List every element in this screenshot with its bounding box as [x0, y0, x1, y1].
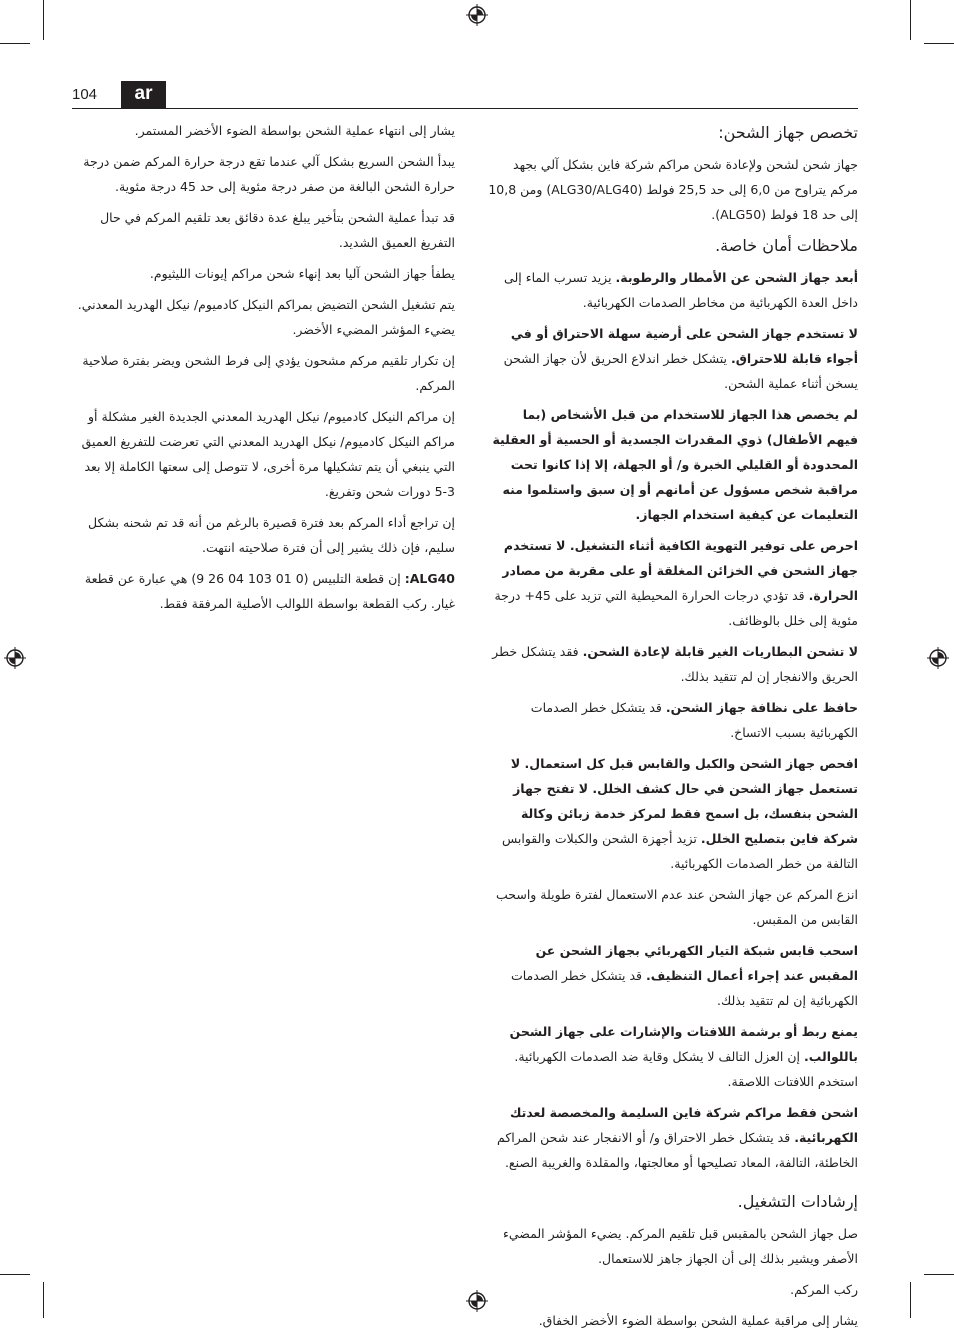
- safety-note-text: قد يتشكل خطر الصدمات الكهربائية بسبب الاتساخ.: [530, 700, 858, 740]
- safety-note-bold: احرص على توفير التهوية الكافية أثناء التشغيل. لا تستخدم جهاز الشحن في الخزائن المغلقة أو على مقربة من مصادر الحرارة.: [502, 538, 858, 603]
- instruction-paragraph: يتم تشغيل الشحن التضيض بمراكم النيكل كادميوم/ نيكل الهدريد المعدني. يضيء المؤشر المضيء الأخضر.: [77, 297, 455, 337]
- registration-mark-icon: [927, 647, 949, 669]
- safety-note-bold: افحص جهاز الشحن والكبل والقابس قبل كل استعمال. لا تستعمل جهاز الشحن في حال كشف الخلل. لا تفتح جهاز الشحن بنفسك، بل اسمح فقط لمركز خدمة زبائن وكالة شركة فاين بتصليح الخلل.: [510, 756, 858, 846]
- instruction-paragraph: إن تراجع أداء المركم بعد فترة قصيرة بالرغم من أنه قد تم شحنه بشكل سليم، فإن ذلك يشير إلى أن فترة صلاحيته انتهت.: [88, 515, 455, 555]
- safety-note-text: تزيد أجهزة الشحن والكبلات والقوابس التالفة من خطر الصدمات الكهربائية.: [501, 831, 858, 871]
- crop-mark: [924, 43, 954, 44]
- safety-note: [488, 533, 858, 633]
- safety-note-bold: لا تشحن البطاريات الغير قابلة لإعادة الشحن.: [582, 644, 858, 659]
- safety-note-text: يزيد تسرب الماء إلى داخل العدة الكهربائية من مخاطر الصدمات الكهربائية.: [504, 270, 858, 310]
- safety-note-text: قد تؤدي درجات الحرارة المحيطية التي تزيد على 45+ درجة مئوية إلى خلل بالوظائف.: [494, 588, 858, 628]
- crop-mark: [0, 43, 30, 44]
- safety-note-text: انزع المركم عن جهاز الشحن عند عدم الاستعمال لفترة طويلة واسحب القابس من المقبس.: [496, 887, 858, 927]
- crop-mark: [43, 1282, 44, 1318]
- purpose-paragraph: جهاز شحن لشحن ولإعادة شحن مراكم شركة فاين بشكل آلي بجهد مركم يتراوح من 6,0 إلى حد 25,5 فولط (ALG30/ALG40) ومن 10,8 إلى حد 18 فولط (ALG50).: [488, 157, 858, 222]
- safety-note-text: إن العزل التالف لا يشكل وقاية ضد الصدمات الكهربائية. استخدم اللافتات اللاصقة.: [514, 1049, 858, 1089]
- safety-note-bold: أبعد جهاز الشحن عن الأمطار والرطوبة.: [615, 270, 858, 285]
- instruction-paragraph: يطفأ جهاز الشحن آليا بعد إنهاء شحن مراكم إيونات الليثيوم.: [149, 266, 455, 281]
- safety-note-bold: لا تستخدم جهاز الشحن على أرضية سهلة الاحتراق أو في أجواء قابلة للاحتراق.: [510, 326, 858, 366]
- safety-note-text: قد يتشكل خطر الاحتراق و/ أو الانفجار عند شحن المراكم الخاطئة، التالفة، المعاد تصليحها أو معالجتها، والمقلدة والغريبة الصنع.: [497, 1130, 858, 1170]
- operation-instructions: [488, 1221, 858, 1333]
- operation-step: صل جهاز الشحن بالمقبس قبل تلقيم المركم. يضيء المؤشر المضيء الأصفر ويشير بذلك إلى أن الجهاز جاهز للاستعمال.: [502, 1226, 858, 1266]
- safety-note: [488, 938, 858, 1013]
- safety-note-bold: اسحب قابس شبكة التيار الكهربائي بجهاز الشحن عن المقبس عند إجراء أعمال التنظيف.: [535, 943, 858, 983]
- safety-note-bold: يمنع ربط أو برشمة اللافتات والإشارات على جهاز الشحن باللوالب.: [509, 1024, 858, 1064]
- right-column: [488, 118, 858, 1339]
- section-title-purpose: تخصص جهاز الشحن:: [718, 123, 858, 142]
- safety-note: [488, 265, 858, 315]
- safety-note: [488, 751, 858, 876]
- left-paragraphs: [72, 118, 455, 560]
- safety-note: [488, 1100, 858, 1175]
- safety-note: [488, 321, 858, 396]
- crop-mark: [924, 1274, 954, 1275]
- operation-step: يشار إلى مراقبة عملية الشحن بواسطة الضوء الأخضر الخفاق.: [538, 1313, 858, 1328]
- language-badge: ar: [121, 81, 166, 108]
- safety-note: [488, 695, 858, 745]
- crop-mark: [910, 1282, 911, 1318]
- section-title-safety: ملاحظات أمان خاصة.: [715, 236, 858, 255]
- spare-part-text: إن قطعة التلبيس (0 01 103 04 26 9) هي عبارة عن قطعة غيار. ركب القطعة بواسطة اللوالب الأصلية المرفقة فقط.: [84, 571, 455, 611]
- page-number: 104: [72, 86, 98, 103]
- instruction-paragraph: قد تبدأ عملية الشحن بتأخير يبلغ عدة دقائق بعد تلقيم المركم في حال التفريغ العميق الشديد.: [100, 210, 455, 250]
- instruction-paragraph: يبدأ الشحن السريع بشكل آلي عندما تقع درجة حرارة المركم ضمن درجة حرارة الشحن البالغة من صفر درجة مئوية إلى حد 45 درجة مئوية.: [83, 154, 455, 194]
- safety-note-text: قد يتشكل خطر الصدمات الكهربائية إن لم تتقيد بذلك.: [510, 968, 858, 1008]
- registration-mark-icon: [466, 1290, 488, 1312]
- safety-note-text: يتشكل خطر اندلاع الحريق لأن جهاز الشحن يسخن أثناء عملية الشحن.: [503, 351, 858, 391]
- safety-note: [488, 639, 858, 689]
- safety-note: [488, 1019, 858, 1094]
- left-column: [72, 118, 455, 622]
- header-rule: [72, 108, 858, 109]
- safety-notes: [488, 265, 858, 1175]
- instruction-paragraph: يشار إلى انتهاء عملية الشحن بواسطة الضوء الأخضر المستمر.: [134, 123, 455, 138]
- registration-mark-icon: [466, 4, 488, 26]
- safety-note-bold: لم يخصص هذا الجهاز للاستخدام من قبل الأشخاص (بما فيهم الأطفال) ذوي المقدرات الجسدية أو الحسية أو العقلية المحدودة أو القليلي الخبرة و/ أو الجهلة، إلا إذا كانوا تحت مراقبة شخص مسؤول عن أمانهم أو إن سبق واستلموا منه التعليمات عن كيفية استخدام الجهاز.: [492, 407, 858, 522]
- instruction-paragraph: إن تكرار تلقيم مركم مشحون يؤدي إلى فرط الشحن ويضر بفترة صلاحية المركم.: [82, 353, 455, 393]
- instruction-paragraph: إن مراكم النيكل كادميوم/ نيكل الهدريد المعدني الجديدة الغير مشكلة أو مراكم النيكل كادميوم/ نيكل الهدريد المعدني التي تعرضت للتفريغ العميق التي ينبغي أن يتم تشكيلها مرة أخرى، لا تتوصل إلى سعتها الكاملة إلا بعد 3-5 دورات شحن وتفريغ.: [81, 409, 455, 499]
- spare-part-paragraph: [72, 566, 455, 616]
- operation-step: ركب المركم.: [790, 1282, 858, 1297]
- section-title-operation: إرشادات التشغيل.: [737, 1192, 858, 1211]
- spare-part-label: ALG40:: [404, 571, 455, 586]
- safety-note-bold: حافظ على نظافة جهاز الشحن.: [665, 700, 858, 715]
- safety-note-text: فقد يتشكل خطر الحريق والانفجار إن لم تتقيد بذلك.: [492, 644, 858, 684]
- crop-mark: [0, 1274, 30, 1275]
- safety-note-bold: اشحن فقط مراكم شركة فاين السليمة والمخصصة لعدتك الكهربائية.: [510, 1105, 858, 1145]
- registration-mark-icon: [4, 647, 26, 669]
- safety-note: [488, 882, 858, 932]
- crop-mark: [910, 0, 911, 40]
- safety-note: [488, 402, 858, 527]
- crop-mark: [43, 0, 44, 40]
